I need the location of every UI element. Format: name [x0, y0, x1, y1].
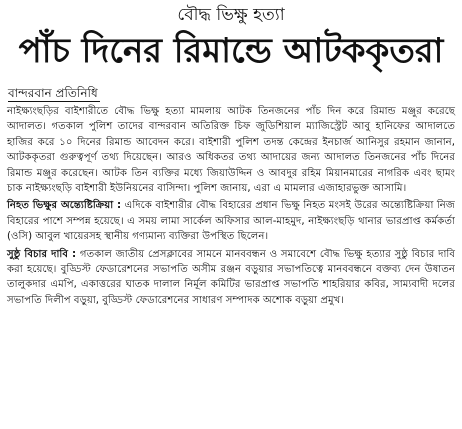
- paragraph: [7, 247, 455, 309]
- paragraph: [7, 198, 455, 244]
- byline-row: [6, 82, 456, 104]
- paragraph-lead: সুষ্ঠু বিচার দাবি :: [7, 248, 77, 260]
- paragraph: [7, 104, 455, 196]
- paragraph-text: এদিকে বাইশারীর বৌদ্ধ বিহারের প্রধান ভিক্ষু নিহত মংসই উরের অন্ত্যেষ্টিক্রিয়া নিজ বিহারের পাশে সম্পন্ন হয়েছে। এ সময় লামা সার্কেল অফিসার আল-মাহমুদ, নাইক্ষ্যংছড়ি থানার ভারপ্রাপ্ত কর্মকর্তা (ওসি) আবুল খায়েরসহ স্থানীয় গণ্যমান্য ব্যক্তিরা উপস্থিত ছিলেন।: [7, 200, 456, 243]
- paragraph-text: গতকাল জাতীয় প্রেসক্লাবের সামনে মানববন্ধন ও সমাবেশে বৌদ্ধ ভিক্ষু হত্যার সুষ্ঠু বিচার দাবি করা হয়েছে। বুড্ডিস্ট ফেডারেশনের সভাপতি অসীম রঞ্জন বড়ুয়ার সভাপতিত্বে মানববন্ধনে বক্তব্য দেন উষাতন তালুকদার এমপি, একাত্তরের ঘাতক দালাল নির্মূল কমিটির ভারপ্রাপ্ত সভাপতি শাহরিয়ার কবির, সাম্যবাদী দলের সভাপতি দিলীপ বড়ুয়া, বুড্ডিস্ট ফেডারেশনের সাধারণ সম্পাদক অশোক বড়ুয়া প্রমুখ।: [7, 248, 455, 306]
- kicker-row: [6, 0, 456, 26]
- headline: পাঁচ দিনের রিমান্ডে আটককৃতরা: [18, 31, 444, 71]
- article-body: [6, 104, 456, 308]
- paragraph-lead: নিহত ভিক্ষুর অন্ত্যেষ্টিক্রিয়া :: [7, 200, 122, 212]
- kicker: বৌদ্ধ ভিক্ষু হত্যা: [177, 5, 285, 25]
- paragraph-text: নাইক্ষ্যংছড়ির বাইশারীতে বৌদ্ধ ভিক্ষু হত্যা মামলায় আটক তিনজনের পাঁচ দিন করে রিমান্ড মঞ্জুর করেছে আদালত। গতকাল পুলিশ তাদের বান্দরবান অতিরিক্ত চিফ জুডিশিয়াল ম্যাজিস্ট্রেট আবু হানিফের আদালতে হাজির করে ১০ দিনের রিমান্ড আবেদন করে। বাইশারী পুলিশ তদন্ত কেন্দ্রের ইনচার্জ আনিসুর রহমান জানান, আটককৃতরা গুরুত্বপূর্ণ তথ্য দিয়েছেন। আরও অধিকতর তথ্য আদায়ের জন্য আদালত তিনজনের পাঁচ দিনের রিমান্ড মঞ্জুর করেছেন। আটক তিন ব্যক্তির মধ্যে জিয়াউদ্দিন ও আবদুর রহিম মিয়ানমারের নাগরিক এবং ছামং চাক নাইক্ষ্যংছড়ি বাইশারী ইউনিয়নের বাসিন্দা। পুলিশ জানায়, এরা এ মামলার এজাহারভুক্ত আসামি।: [7, 106, 455, 195]
- byline: বান্দরবান প্রতিনিধি: [8, 86, 98, 100]
